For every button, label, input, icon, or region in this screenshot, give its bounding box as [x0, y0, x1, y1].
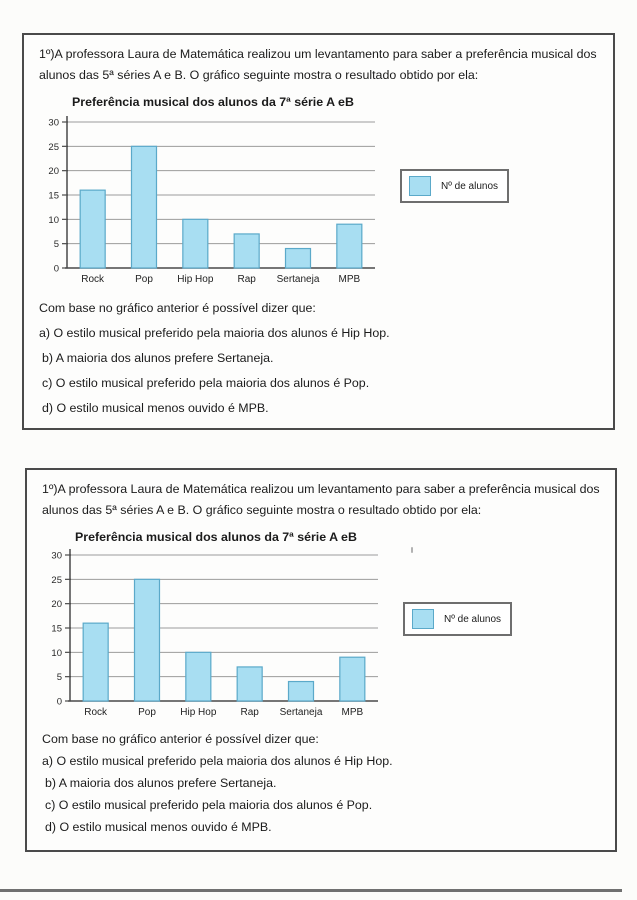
svg-text:Rock: Rock [84, 707, 108, 718]
bar-chart [24, 111, 386, 289]
option-d: d) O estilo musical menos ouvido é MPB. [42, 401, 269, 415]
svg-text:10: 10 [48, 214, 59, 226]
svg-text:MPB: MPB [338, 274, 361, 285]
svg-text:Rap: Rap [237, 274, 256, 285]
svg-text:20: 20 [51, 599, 62, 611]
svg-text:Hip Hop: Hip Hop [177, 274, 214, 285]
question-prompt: Com base no gráfico anterior é possível dizer que: [42, 732, 319, 746]
legend-swatch-icon [409, 176, 431, 196]
chart-legend [403, 602, 512, 636]
chart-title: Preferência musical dos alunos da 7ª série A eB [72, 95, 354, 109]
svg-text:Rap: Rap [240, 707, 259, 718]
svg-text:20: 20 [48, 166, 59, 178]
svg-text:25: 25 [51, 574, 62, 586]
svg-text:Sertaneja: Sertaneja [276, 274, 320, 285]
option-a: a) O estilo musical preferido pela maioria dos alunos é Hip Hop. [42, 754, 393, 768]
question-text: 1º)A professora Laura de Matemática realizou um levantamento para saber a preferência musical dos alunos das 5ª séries A e B. O gráfico seguinte mostra o resultado obtido por ela: [39, 47, 597, 82]
question-prompt: Com base no gráfico anterior é possível dizer que: [39, 301, 316, 315]
option-a: a) O estilo musical preferido pela maioria dos alunos é Hip Hop. [39, 326, 390, 340]
chart-title: Preferência musical dos alunos da 7ª série A eB [75, 530, 357, 544]
svg-text:15: 15 [48, 190, 59, 202]
svg-text:Pop: Pop [138, 707, 156, 718]
option-c: c) O estilo musical preferido pela maioria dos alunos é Pop. [42, 376, 370, 390]
svg-text:10: 10 [51, 647, 62, 659]
bar-chart [27, 544, 389, 722]
option-b: b) A maioria dos alunos prefere Sertaneja. [45, 776, 277, 790]
svg-text:Rock: Rock [81, 274, 105, 285]
option-d: d) O estilo musical menos ouvido é MPB. [45, 820, 272, 834]
question-text: 1º)A professora Laura de Matemática realizou um levantamento para saber a preferência musical dos alunos das 5ª séries A e B. O gráfico seguinte mostra o resultado obtido por ela: [42, 482, 600, 517]
scan-speck [411, 547, 413, 553]
svg-text:MPB: MPB [341, 707, 364, 718]
option-c: c) O estilo musical preferido pela maioria dos alunos é Pop. [45, 798, 373, 812]
svg-text:0: 0 [56, 696, 62, 708]
svg-text:Pop: Pop [135, 274, 153, 285]
next-box-top-edge [0, 889, 622, 892]
svg-text:5: 5 [53, 239, 59, 251]
svg-text:Sertaneja: Sertaneja [279, 707, 323, 718]
svg-text:0: 0 [53, 263, 59, 275]
legend-label: Nº de alunos [444, 613, 502, 625]
svg-text:Hip Hop: Hip Hop [180, 707, 217, 718]
svg-text:5: 5 [56, 672, 62, 684]
option-b: b) A maioria dos alunos prefere Sertaneja. [42, 351, 274, 365]
legend-swatch-icon [412, 609, 434, 629]
legend-label: Nº de alunos [441, 180, 499, 192]
question-box-1 [22, 33, 615, 430]
svg-text:15: 15 [51, 623, 62, 635]
svg-text:30: 30 [48, 117, 59, 129]
svg-text:30: 30 [51, 550, 62, 562]
svg-text:25: 25 [48, 141, 59, 153]
chart-legend [400, 169, 509, 203]
question-box-2 [25, 468, 617, 852]
chart-area [27, 544, 615, 722]
chart-area [24, 111, 613, 289]
